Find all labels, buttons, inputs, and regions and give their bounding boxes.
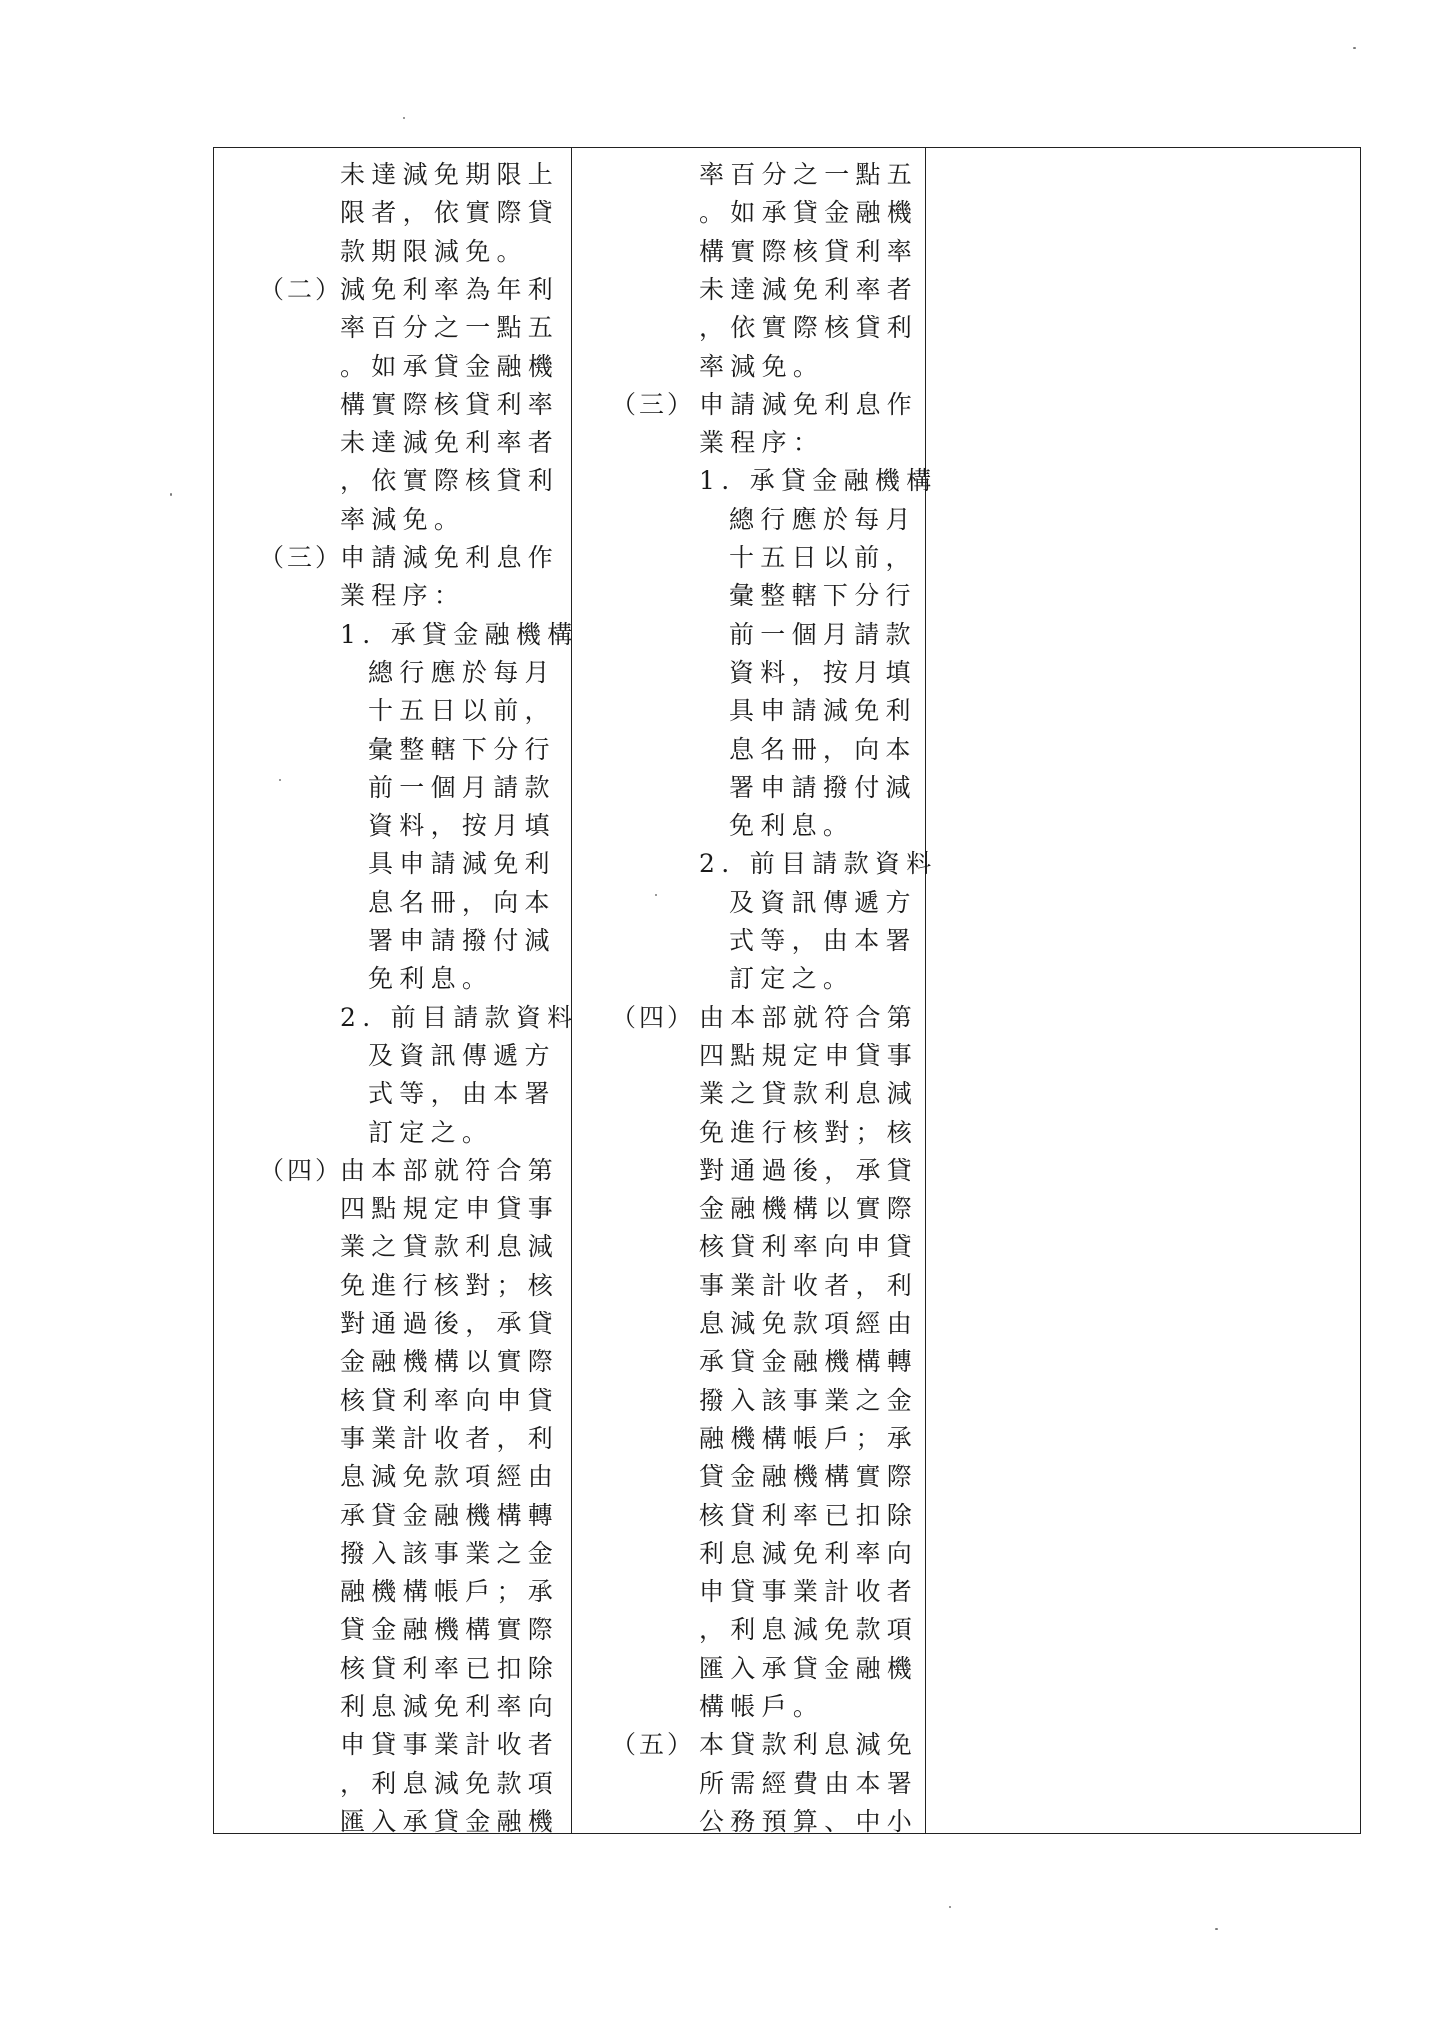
text-line bbox=[571, 1573, 925, 1611]
text-line bbox=[214, 922, 571, 960]
text-line bbox=[214, 1765, 571, 1803]
line-text: 利息減免利率向 bbox=[699, 1538, 919, 1568]
line-text: 核貸利率向申貸 bbox=[340, 1385, 560, 1415]
line-text: 核貸利率已扣除 bbox=[340, 1653, 560, 1683]
item-number-label: （二） bbox=[259, 274, 344, 304]
line-text: 由本部就符合第 bbox=[340, 1155, 560, 1185]
line-text: 本貸款利息減免 bbox=[699, 1730, 919, 1760]
line-text: 核貸利率向申貸 bbox=[699, 1232, 919, 1262]
scan-speck bbox=[1353, 47, 1356, 49]
line-text: 。如承貸金融機 bbox=[340, 351, 560, 381]
line-text: 融機構帳戶；承 bbox=[699, 1423, 919, 1453]
item-number-label: （三） bbox=[259, 543, 344, 572]
line-text: 免進行核對；核 bbox=[340, 1270, 560, 1300]
line-text: 融機構帳戶；承 bbox=[340, 1577, 560, 1607]
text-line bbox=[214, 1726, 571, 1764]
line-text: 利息減免利率向 bbox=[340, 1692, 560, 1721]
text-line bbox=[571, 769, 925, 807]
text-line bbox=[214, 348, 571, 386]
line-text: 所需經費由本署 bbox=[699, 1768, 919, 1798]
text-line bbox=[571, 233, 925, 271]
scan-speck bbox=[403, 117, 405, 119]
text-line bbox=[571, 424, 925, 462]
right-column bbox=[925, 148, 1362, 1833]
text-line bbox=[214, 233, 571, 271]
text-line bbox=[571, 731, 925, 769]
text-line bbox=[571, 922, 925, 960]
text-line bbox=[214, 539, 571, 577]
line-text: 率百分之一點五 bbox=[340, 313, 560, 343]
text-line bbox=[571, 501, 925, 539]
text-line bbox=[571, 1382, 925, 1420]
line-text: 式等，由本署 bbox=[729, 926, 917, 955]
line-text: 構實際核貸利率 bbox=[699, 236, 919, 266]
scan-speck bbox=[655, 894, 657, 896]
scan-speck bbox=[1215, 1928, 1218, 1930]
line-text: ，依實際核貸利 bbox=[699, 313, 919, 343]
text-line bbox=[571, 1114, 925, 1152]
text-line bbox=[214, 884, 571, 922]
text-line bbox=[571, 1267, 925, 1305]
text-line bbox=[214, 1688, 571, 1726]
text-line bbox=[214, 1343, 571, 1381]
text-line bbox=[214, 1458, 571, 1496]
text-line bbox=[571, 348, 925, 386]
text-line bbox=[571, 1726, 925, 1764]
line-text: 署申請撥付減 bbox=[368, 926, 556, 955]
line-text: 彙整轄下分行 bbox=[729, 581, 917, 611]
text-line bbox=[571, 1152, 925, 1190]
line-text: 四點規定申貸事 bbox=[340, 1194, 560, 1224]
line-text: 式等，由本署 bbox=[368, 1079, 556, 1109]
line-text: 四點規定申貸事 bbox=[699, 1040, 919, 1070]
text-line bbox=[571, 194, 925, 232]
scan-speck bbox=[170, 493, 172, 496]
line-text: 業程序： bbox=[340, 581, 466, 611]
line-text: 核貸利率已扣除 bbox=[699, 1500, 919, 1530]
line-text: 未達減免期限上 bbox=[340, 160, 560, 189]
text-line bbox=[214, 156, 571, 194]
text-line bbox=[214, 960, 571, 998]
middle-column bbox=[571, 148, 938, 1836]
line-text: 具申請減免利 bbox=[368, 849, 556, 879]
text-line bbox=[214, 1305, 571, 1343]
text-line bbox=[571, 845, 938, 883]
line-text: 構實際核貸利率 bbox=[340, 389, 560, 419]
text-line bbox=[214, 769, 571, 807]
line-text: 十五日以前， bbox=[729, 543, 917, 572]
line-text: 前一個月請款 bbox=[368, 772, 556, 802]
text-line bbox=[571, 1305, 925, 1343]
text-line bbox=[571, 1037, 925, 1075]
line-text: 金融機構以實際 bbox=[699, 1194, 919, 1224]
text-line bbox=[214, 1803, 571, 1841]
text-line bbox=[214, 271, 571, 309]
line-text: 息名冊，向本 bbox=[729, 734, 917, 764]
text-line bbox=[571, 1497, 925, 1535]
line-text: 申請減免利息作 bbox=[340, 543, 560, 572]
text-line bbox=[214, 654, 571, 692]
line-text: 。如承貸金融機 bbox=[699, 198, 919, 228]
text-line bbox=[571, 462, 938, 500]
text-line bbox=[571, 1765, 925, 1803]
text-line bbox=[214, 1497, 571, 1535]
text-line bbox=[214, 845, 571, 883]
line-text: ，利息減免款項 bbox=[340, 1768, 560, 1798]
text-line bbox=[571, 1688, 925, 1726]
text-line bbox=[571, 1458, 925, 1496]
line-text: 率百分之一點五 bbox=[699, 160, 919, 189]
line-text: 1. 承貸金融機構 bbox=[699, 466, 938, 496]
text-line bbox=[214, 1382, 571, 1420]
text-line bbox=[571, 1535, 925, 1573]
text-line bbox=[571, 654, 925, 692]
line-text: 息減免款項經由 bbox=[699, 1309, 919, 1338]
text-line bbox=[571, 1228, 925, 1266]
scan-speck bbox=[279, 779, 281, 781]
line-text: 款期限減免。 bbox=[340, 236, 528, 266]
text-line bbox=[214, 1114, 571, 1152]
line-text: 2. 前目請款資料 bbox=[340, 1002, 579, 1032]
text-line bbox=[214, 424, 571, 462]
line-text: 事業計收者，利 bbox=[340, 1423, 560, 1453]
text-line bbox=[214, 692, 571, 730]
text-line bbox=[571, 1611, 925, 1649]
line-text: 申貸事業計收者 bbox=[340, 1730, 560, 1760]
text-line bbox=[214, 616, 579, 654]
line-text: 資料，按月填 bbox=[729, 657, 917, 687]
text-line bbox=[214, 1611, 571, 1649]
line-text: 十五日以前， bbox=[368, 696, 556, 726]
line-text: 免利息。 bbox=[368, 964, 494, 994]
text-line bbox=[214, 462, 571, 500]
text-line bbox=[214, 1152, 571, 1190]
line-text: 公務預算、中小 bbox=[699, 1806, 919, 1836]
text-line bbox=[214, 194, 571, 232]
text-line bbox=[571, 1650, 925, 1688]
line-text: 2. 前目請款資料 bbox=[699, 849, 938, 879]
left-column bbox=[214, 148, 579, 1836]
line-text: 撥入該事業之金 bbox=[699, 1385, 919, 1415]
text-line bbox=[571, 884, 925, 922]
line-text: 訂定之。 bbox=[729, 964, 855, 994]
line-text: 貸金融機構實際 bbox=[340, 1615, 560, 1645]
line-text: 免利息。 bbox=[729, 811, 855, 841]
document-table bbox=[213, 147, 1361, 1834]
line-text: 1. 承貸金融機構 bbox=[340, 619, 579, 649]
line-text: 彙整轄下分行 bbox=[368, 734, 556, 764]
text-line bbox=[571, 156, 925, 194]
scan-speck bbox=[949, 1906, 951, 1908]
text-line bbox=[214, 309, 571, 347]
text-line bbox=[571, 386, 925, 424]
line-text: 資料，按月填 bbox=[368, 811, 556, 841]
line-text: 金融機構以實際 bbox=[340, 1347, 560, 1377]
line-text: 對通過後，承貸 bbox=[699, 1155, 919, 1185]
text-line bbox=[571, 807, 925, 845]
text-line bbox=[214, 807, 571, 845]
text-line bbox=[571, 1343, 925, 1381]
text-line bbox=[214, 577, 571, 615]
line-text: 業程序： bbox=[699, 428, 825, 458]
line-text: 構帳戶。 bbox=[699, 1692, 825, 1721]
line-text: 免進行核對；核 bbox=[699, 1117, 919, 1147]
text-line bbox=[571, 1803, 925, 1841]
text-line bbox=[571, 960, 925, 998]
text-line bbox=[214, 1190, 571, 1228]
text-line bbox=[214, 999, 579, 1037]
line-text: 由本部就符合第 bbox=[699, 1002, 919, 1032]
line-text: 業之貸款利息減 bbox=[699, 1079, 919, 1109]
line-text: 匯入承貸金融機 bbox=[340, 1806, 560, 1836]
line-text: 率減免。 bbox=[699, 351, 825, 381]
text-line bbox=[214, 731, 571, 769]
text-line bbox=[214, 386, 571, 424]
text-line bbox=[214, 501, 571, 539]
line-text: 承貸金融機構轉 bbox=[340, 1500, 560, 1530]
line-text: ，依實際核貸利 bbox=[340, 466, 560, 496]
line-text: 減免利率為年利 bbox=[340, 274, 560, 304]
text-line bbox=[214, 1228, 571, 1266]
text-line bbox=[214, 1075, 571, 1113]
line-text: 及資訊傳遞方 bbox=[729, 887, 917, 917]
line-text: 貸金融機構實際 bbox=[699, 1462, 919, 1492]
line-text: 息減免款項經由 bbox=[340, 1462, 560, 1492]
item-number-label: （四） bbox=[259, 1155, 344, 1185]
line-text: 及資訊傳遞方 bbox=[368, 1040, 556, 1070]
line-text: 率減免。 bbox=[340, 504, 466, 534]
text-line bbox=[571, 309, 925, 347]
line-text: 未達減免利率者 bbox=[340, 428, 560, 458]
line-text: 限者，依實際貸 bbox=[340, 198, 560, 228]
line-text: 業之貸款利息減 bbox=[340, 1232, 560, 1262]
text-line bbox=[571, 271, 925, 309]
text-line bbox=[571, 1190, 925, 1228]
text-line bbox=[214, 1650, 571, 1688]
line-text: 總行應於每月 bbox=[729, 504, 917, 534]
text-line bbox=[571, 1420, 925, 1458]
line-text: 未達減免利率者 bbox=[699, 274, 919, 304]
text-line bbox=[571, 616, 925, 654]
line-text: 承貸金融機構轉 bbox=[699, 1347, 919, 1377]
text-line bbox=[571, 999, 925, 1037]
line-text: 具申請減免利 bbox=[729, 696, 917, 726]
line-text: 對通過後，承貸 bbox=[340, 1309, 560, 1338]
line-text: 申貸事業計收者 bbox=[699, 1577, 919, 1607]
text-line bbox=[571, 1075, 925, 1113]
line-text: 匯入承貸金融機 bbox=[699, 1653, 919, 1683]
text-line bbox=[214, 1420, 571, 1458]
text-line bbox=[214, 1573, 571, 1611]
text-line bbox=[571, 692, 925, 730]
text-line bbox=[571, 577, 925, 615]
item-number-label: （四） bbox=[611, 1002, 696, 1032]
line-text: 息名冊，向本 bbox=[368, 887, 556, 917]
item-number-label: （三） bbox=[611, 389, 696, 419]
line-text: 前一個月請款 bbox=[729, 619, 917, 649]
text-line bbox=[214, 1535, 571, 1573]
line-text: 撥入該事業之金 bbox=[340, 1538, 560, 1568]
text-line bbox=[214, 1037, 571, 1075]
line-text: ，利息減免款項 bbox=[699, 1615, 919, 1645]
line-text: 訂定之。 bbox=[368, 1117, 494, 1147]
line-text: 事業計收者，利 bbox=[699, 1270, 919, 1300]
item-number-label: （五） bbox=[611, 1730, 696, 1760]
line-text: 署申請撥付減 bbox=[729, 772, 917, 802]
text-line bbox=[571, 539, 925, 577]
line-text: 申請減免利息作 bbox=[699, 389, 919, 419]
text-line bbox=[214, 1267, 571, 1305]
line-text: 總行應於每月 bbox=[368, 657, 556, 687]
